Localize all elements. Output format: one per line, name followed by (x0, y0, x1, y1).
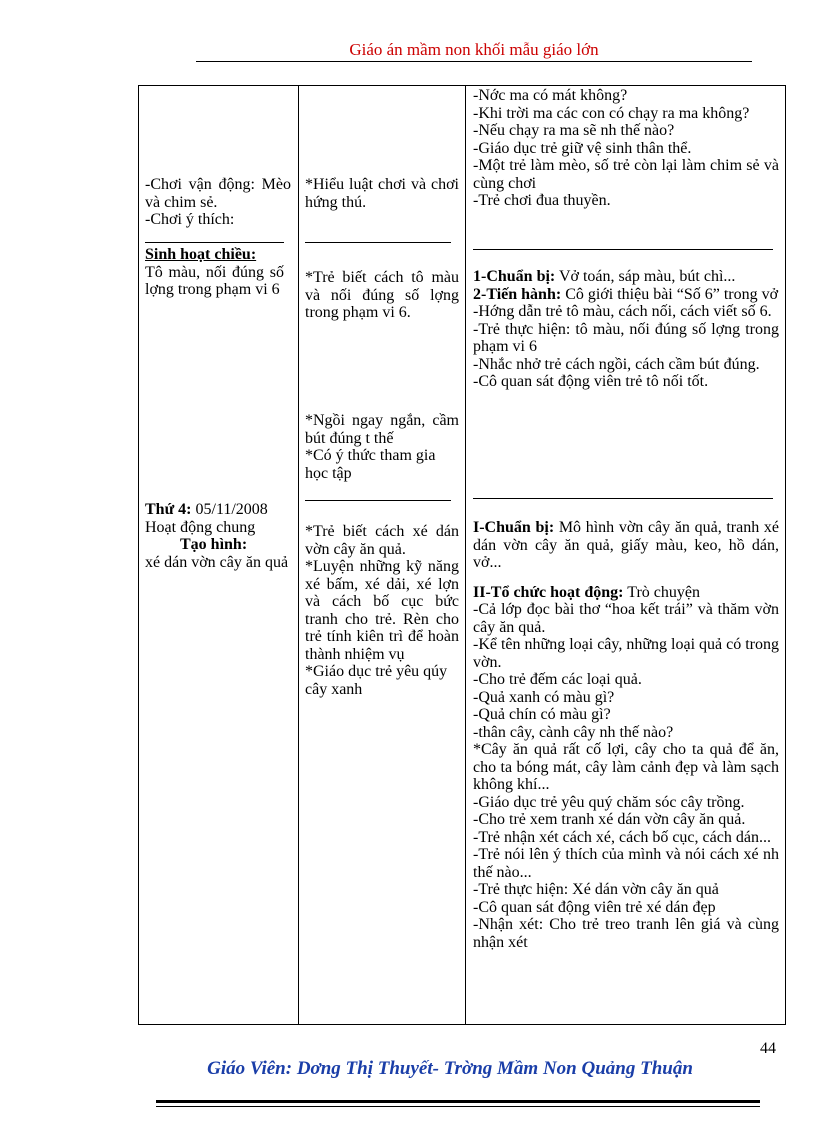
row-separator (305, 500, 451, 501)
outdoor-step: -Nếu chạy ra ma sẽ nh thế nào? (473, 122, 675, 139)
outdoor-step: -Khi trời ma các con có chạy ra ma không? (473, 104, 750, 122)
subject-heading: Tạo hình: (180, 536, 248, 553)
col3-art (473, 498, 779, 951)
activity-type: Hoạt động chung (145, 518, 256, 536)
col2-art (305, 523, 459, 698)
outdoor-step: -Trẻ chơi đua thuyền. (473, 192, 611, 209)
art-step: -Quả chín có màu gì? (473, 706, 611, 723)
prep-label: 1-Chuẩn bị: (473, 268, 556, 285)
afternoon-goal: *Có ý thức tham gia học tập (305, 447, 436, 482)
col1-outdoor-line: -Chơi vận động: Mèo và chim sẻ. (145, 176, 291, 211)
afternoon-step: -Trẻ thực hiện: tô màu, nối đúng số lợng trong phạm vi 6 (473, 320, 779, 355)
col3-afternoon (473, 249, 779, 391)
art-step: -Kể tên những loại cây, những loại quả có trong vờn. (473, 636, 779, 671)
outdoor-goal: *Hiểu luật chơi và chơi hứng thú. (305, 176, 459, 211)
afternoon-step: -Cô quan sát động viên trẻ tô nối tốt. (473, 373, 709, 390)
footer-teacher-school: Giáo Viên: Dơng Thị Thuyết- Trờng Mầm Non Quảng Thuận (207, 1058, 693, 1079)
footer-divider-thick (156, 1100, 760, 1103)
outdoor-step: -Nớc ma có mát không? (473, 87, 628, 104)
procedure-text: Cô giới thiệu bài “Số 6” trong vở (561, 285, 779, 303)
column-divider-2 (465, 86, 466, 1024)
art-step: -Nhận xét: Cho trẻ treo tranh lên giá và cùng nhận xét (473, 916, 779, 951)
art-step: -Trẻ nhận xét cách xé, cách bố cục, cách dán... (473, 828, 771, 846)
art-step: *Cây ăn quả rất cố lợi, cây cho ta quả để ăn, cho ta bóng mát, cây làm cảnh đẹp và làm sạch không khí... (473, 741, 779, 793)
afternoon-activity: Tô màu, nối đúng số lợng trong phạm vi 6 (145, 263, 284, 298)
art-prep-text: Mô hình vờn cây ăn quả, tranh xé dán vờn cây ăn quả, giấy màu, keo, hồ dán, vở... (473, 519, 780, 571)
art-step: -Trẻ nói lên ý thích của mình và nói cách xé nh thế nào... (473, 846, 779, 881)
art-step: -Quả xanh có màu gì? (473, 688, 615, 706)
col3-outdoor (473, 87, 779, 210)
art-step: -Trẻ thực hiện: Xé dán vờn cây ăn quả (473, 881, 719, 898)
day-date: 05/11/2008 (195, 501, 268, 518)
lesson-topic: xé dán vờn cây ăn quả (145, 553, 289, 571)
page-header-title: Giáo án mầm non khối mẫu giáo lớn (349, 40, 599, 59)
col1-outdoor (145, 176, 291, 229)
col1-afternoon (145, 242, 284, 299)
afternoon-step: -Nhắc nhở trẻ cách ngồi, cách cầm bút đúng. (473, 355, 760, 373)
art-organization-label: II-Tổ chức hoạt động: (473, 583, 624, 601)
col2-afternoon-2 (305, 412, 459, 501)
col2-outdoor (305, 176, 459, 211)
day-label: Thứ 4: (145, 501, 192, 518)
row-separator (145, 242, 284, 243)
art-step: -Giáo dục trẻ yêu quý chăm sóc cây trồng. (473, 793, 745, 811)
footer-divider-thin (156, 1106, 760, 1107)
outdoor-step: -Một trẻ làm mèo, số trẻ còn lại làm chim sẻ và cùng chơi (473, 157, 779, 192)
lesson-plan-table (138, 85, 786, 1025)
page-number: 44 (760, 1040, 776, 1057)
art-step: -Cô quan sát động viên trẻ xé dán đẹp (473, 898, 716, 916)
art-step: -thân cây, cành cây nh thế nào? (473, 723, 674, 741)
art-prep-label: I-Chuẩn bị: (473, 519, 555, 536)
row-separator (305, 242, 451, 243)
prep-text: Vở toán, sáp màu, bút chì... (555, 268, 736, 285)
art-goal: *Luyện những kỹ năng xé bấm, xé dải, xé lợn và cách bố cục bức tranh cho trẻ. Rèn cho trẻ tính kiên trì để hoàn thành nhiệm vụ (305, 558, 459, 663)
art-step: -Cho trẻ đếm các loại quả. (473, 671, 642, 688)
art-goal: *Trẻ biết cách xé dán vờn cây ăn quả. (305, 523, 459, 558)
outdoor-step: -Giáo dục trẻ giữ vệ sinh thân thể. (473, 139, 692, 157)
row-separator (473, 249, 773, 250)
col2-afternoon (305, 242, 459, 322)
header-divider (196, 61, 752, 62)
procedure-label: 2-Tiến hành: (473, 285, 562, 303)
column-divider-1 (298, 86, 299, 1024)
art-goal: *Giáo dục trẻ yêu qúy cây xanh (305, 663, 448, 698)
art-organization-text: Trò chuyện (623, 583, 700, 601)
afternoon-step: -Hớng dẫn trẻ tô màu, cách nối, cách viết số 6. (473, 303, 772, 320)
afternoon-goal: *Trẻ biết cách tô màu và nối đúng số lợng trong phạm vi 6. (305, 269, 459, 321)
row-separator (473, 498, 773, 499)
art-step: -Cả lớp đọc bài thơ “hoa kết trái” và thăm vờn cây ăn quả. (473, 601, 779, 636)
col1-outdoor-line: -Chơi ý thích: (145, 211, 235, 228)
art-step: -Cho trẻ xem tranh xé dán vờn cây ăn quả. (473, 811, 746, 828)
afternoon-heading: Sinh hoạt chiều: (145, 246, 257, 263)
afternoon-goal: *Ngồi ngay ngắn, cầm bút đúng t thế (305, 412, 459, 447)
col1-art (145, 501, 291, 571)
